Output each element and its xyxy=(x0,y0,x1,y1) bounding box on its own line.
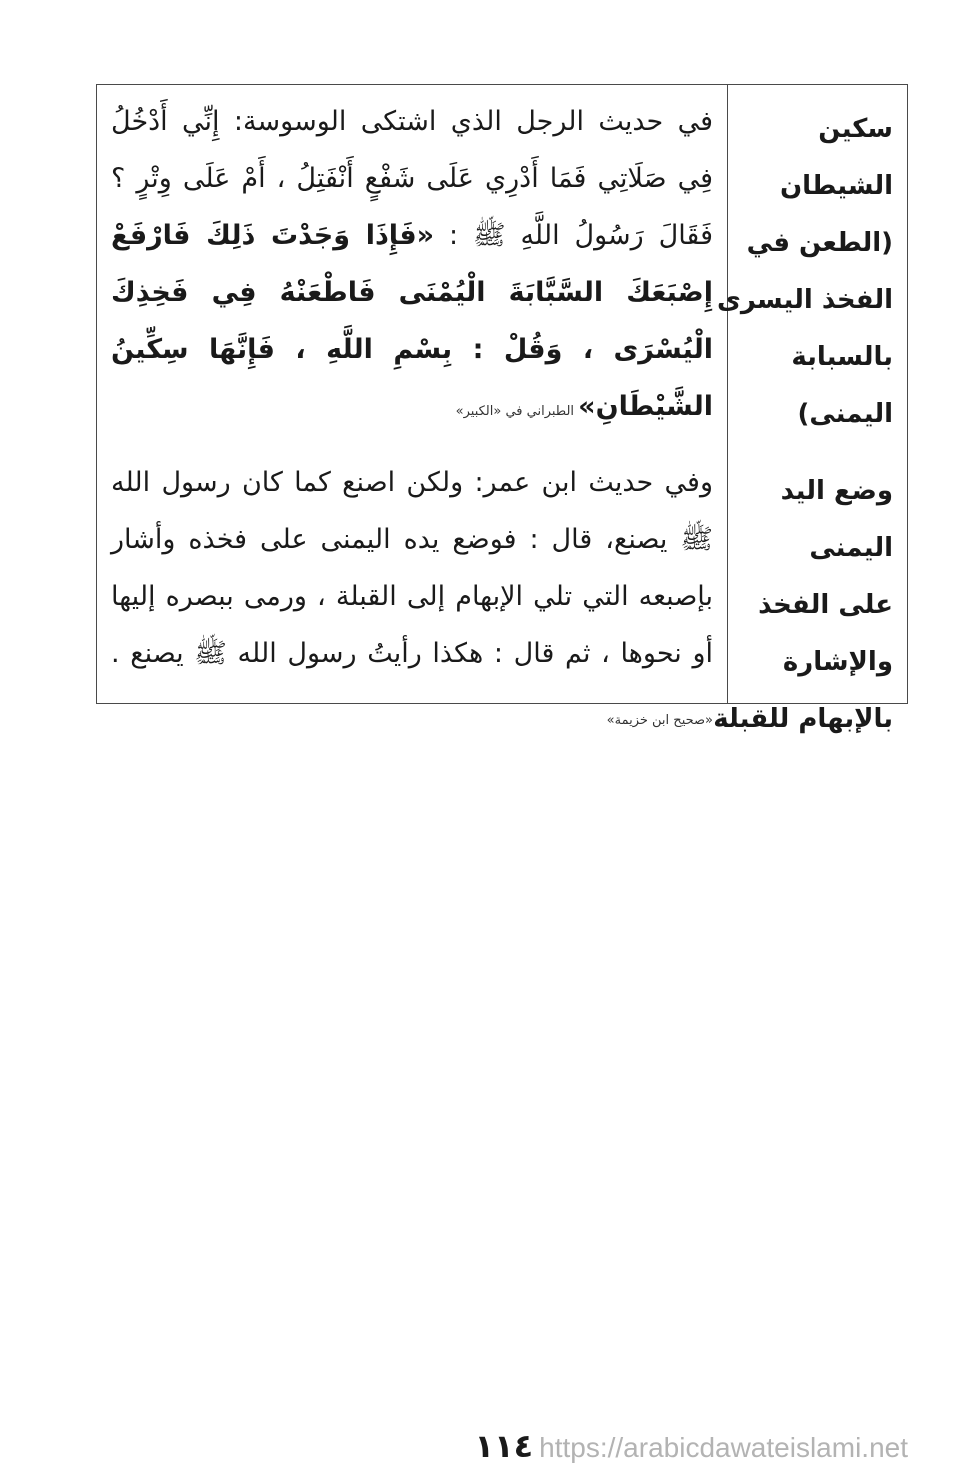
side-heading-line: بالإبهام للقبلة xyxy=(713,704,893,734)
main-text-column xyxy=(97,85,727,728)
side-heading-line: اليمنى xyxy=(809,533,893,563)
hadith-quote: إِنِّي أَدْخُلُ فِي صَلَاتِي فَمَا أَدْرِي عَلَى شَفْعٍ أَنْفَتِلُ ، أَمْ عَلَى وِتْرٍ ؟ فَقَالَ رَسُولُ اللَّهِ ﷺ : xyxy=(111,106,713,251)
side-heading-line: بالسبابة xyxy=(791,342,893,372)
entry-paragraph-1 xyxy=(111,93,713,440)
side-heading-line: الشيطان xyxy=(779,171,893,201)
side-heading-line: سكين xyxy=(818,114,893,144)
entry-paragraph-2 xyxy=(111,454,713,749)
hadith-quote-bold: «فَإِذَا وَجَدْتَ ذَلِكَ فَارْفَعْ إِصْبَعَكَ السَّبَّابَةَ الْيُمْنَى فَاطْعَنْهُ فِي فَخِذِكَ الْيُسْرَى ، وَقُلْ : بِسْمِ اللَّهِ ، فَإِنَّهَا سِكِّينُ الشَّيْطَانِ» xyxy=(111,220,713,422)
side-headings-column xyxy=(713,85,907,734)
source-citation: «صحيح ابن خزيمة» xyxy=(606,713,713,728)
content-table xyxy=(96,84,908,734)
page-number: ١١٤ xyxy=(474,1427,534,1465)
side-heading-line: والإشارة xyxy=(782,647,893,677)
side-heading-line: اليمنى) xyxy=(797,399,893,429)
side-heading-2 xyxy=(713,463,893,748)
page-footer xyxy=(475,1427,908,1465)
website-url[interactable]: https://arabicdawateislami.net xyxy=(539,1432,908,1463)
side-heading-1 xyxy=(717,101,893,443)
entry-text: وفي حديث ابن عمر: ولكن اصنع كما كان رسول الله ﷺ يصنع، قال : فوضع يده اليمنى على فخذه وأشار بإصبعه التي تلي الإبهام إلى القبلة ، ورمى ببصره إليها أو نحوها ، ثم قال : هكذا رأيتُ رسول الله ﷺ يصنع . xyxy=(111,467,713,669)
side-heading-line: (الطعن في xyxy=(746,228,893,258)
entry-text: في حديث الرجل الذي اشتكى الوسوسة: xyxy=(219,106,713,137)
side-heading-line: على الفخذ xyxy=(758,590,893,620)
source-citation: الطبراني في «الكبير» xyxy=(455,404,579,419)
side-heading-line: وضع اليد xyxy=(780,476,893,506)
side-heading-line: الفخذ اليسرى xyxy=(717,285,893,315)
